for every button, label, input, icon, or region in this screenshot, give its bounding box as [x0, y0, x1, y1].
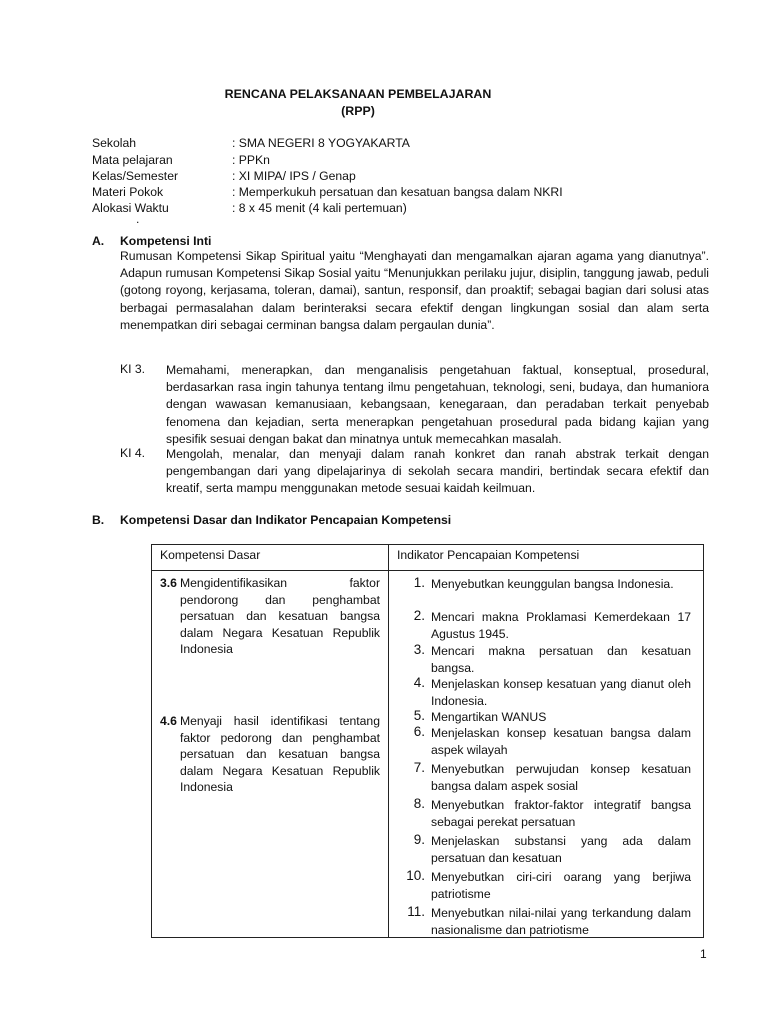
indicator-number: 6. — [413, 724, 425, 739]
identity-label: Alokasi Waktu — [92, 201, 169, 215]
identity-row-school — [92, 136, 692, 153]
kd-number: 4.6 — [160, 714, 177, 728]
indicator-number: 11. — [407, 904, 425, 919]
identity-row-subject — [92, 153, 692, 170]
indicator-number: 7. — [413, 760, 425, 775]
indicator-text: Mencari makna persatuan dan kesatuan bangsa. — [431, 644, 691, 675]
identity-value: : XI MIPA/ IPS / Genap — [232, 169, 356, 183]
indicator-number: 10. — [406, 868, 425, 883]
kd-item — [160, 575, 380, 658]
list-item — [401, 761, 691, 794]
identity-label: Mata pelajaran — [92, 153, 173, 167]
page-number: 1 — [700, 947, 707, 961]
table-row — [152, 571, 704, 938]
list-item — [401, 833, 691, 866]
ki-text: Memahami, menerapkan, dan menganalisis pengetahuan faktual, konseptual, prosedural, berdasarkan rasa ingin tahunya tentang ilmu pengetahuan, teknologi, seni, budaya, dan humaniora dengan wawasan kemanusiaan, kebangsaan, kenegaraan, dan peradaban terkait penyebab fenomena dan kejadian, serta menerapkan pengetahuan prosedural pada bidang kajian yang spesifik sesuai dengan bakat dan minatnya untuk memecahkan masalah. — [166, 363, 709, 446]
section-letter: B. — [92, 513, 105, 527]
indicator-text: Mencari makna Proklamasi Kemerdekaan 17 Agustus 1945. — [431, 610, 691, 641]
kd-item — [160, 713, 380, 796]
identity-value: : Memperkukuh persatuan dan kesatuan bangsa dalam NKRI — [232, 185, 563, 199]
kd-number: 3.6 — [160, 576, 177, 590]
ki-text: Mengolah, menalar, dan menyaji dalam ranah konkret dan ranah abstrak terkait dengan pengembangan dari yang dipelajarinya di sekolah secara mandiri, bertindak secara efektif dan kreatif, serta mampu menggunakan metode sesuai kaidah keilmuan. — [166, 447, 709, 496]
identity-label: Sekolah — [92, 136, 137, 150]
list-item — [401, 869, 691, 902]
section-title: Kompetensi Dasar dan Indikator Pencapaian Kompetensi — [120, 513, 452, 527]
identity-value: : 8 x 45 menit (4 kali pertemuan) — [232, 201, 407, 215]
list-item — [401, 609, 691, 642]
identity-row-topic — [92, 185, 692, 202]
identity-label: Materi Pokok — [92, 185, 164, 199]
kd-table — [151, 544, 704, 938]
identity-row-time — [92, 201, 692, 218]
identity-label: Kelas/Semester — [92, 169, 179, 183]
indicator-cell — [389, 571, 704, 938]
indicator-number: 2. — [413, 608, 425, 623]
indicator-text: Menyebutkan fraktor-faktor integratif bangsa sebagai perekat persatuan — [431, 798, 691, 829]
identity-value: : SMA NEGERI 8 YOGYAKARTA — [232, 136, 410, 150]
indicator-text: Menjelaskan konsep kesatuan yang dianut oleh Indonesia. — [431, 677, 691, 708]
indicator-text: Mengartikan WANUS — [431, 710, 547, 724]
list-item — [401, 905, 691, 938]
identity-row-class — [92, 169, 692, 186]
list-item — [401, 676, 691, 709]
indicator-number: 3. — [413, 642, 425, 657]
kd-text: Menyaji hasil identifikasi tentang faktor pedorong dan penghambat persatuan dan kesatuan bangsa dalam Negara Kesatuan Republik Indonesia — [180, 714, 380, 794]
section-title: Kompetensi Inti — [120, 234, 212, 248]
list-item — [401, 797, 691, 830]
document-subtitle: (RPP) — [341, 104, 375, 118]
identity-value: : PPKn — [232, 153, 270, 167]
table-header-indicator: Indikator Pencapaian Kompetensi — [389, 545, 704, 571]
indicator-number: 5. — [413, 708, 425, 723]
table-header-row — [152, 545, 704, 571]
ki-code: KI 4. — [120, 446, 146, 460]
indicator-text: Menyebutkan perwujudan konsep kesatuan bangsa dalam aspek sosial — [431, 762, 691, 793]
kd-cell — [152, 571, 389, 938]
indicator-text: Menyebutkan ciri-ciri oarang yang berjiwa patriotisme — [431, 870, 691, 901]
indicator-number: 9. — [413, 832, 425, 847]
table-header-kd: Kompetensi Dasar — [152, 545, 389, 571]
list-item — [401, 643, 691, 676]
list-item — [401, 725, 691, 758]
kd-text: Mengidentifikasikan faktor pendorong dan penghambat persatuan dan kesatuan bangsa dalam Negara Kesatuan Republik Indonesia — [180, 576, 380, 656]
list-item — [401, 576, 691, 593]
list-item — [401, 709, 691, 726]
section-letter: A. — [92, 234, 105, 248]
indicator-number: 1. — [413, 575, 425, 590]
stray-dot: . — [136, 212, 140, 226]
indicator-text: Menjelaskan konsep kesatuan bangsa dalam aspek wilayah — [431, 726, 691, 757]
indicator-number: 4. — [413, 675, 425, 690]
indicator-text: Menyebutkan nilai-nilai yang terkandung dalam nasionalisme dan patriotisme — [431, 906, 691, 937]
indicator-list — [389, 571, 703, 937]
indicator-text: Menyebutkan keunggulan bangsa Indonesia. — [431, 577, 674, 591]
indicator-text: Menjelaskan substansi yang ada dalam persatuan dan kesatuan — [431, 834, 691, 865]
sikap-paragraph: Rumusan Kompetensi Sikap Spiritual yaitu “Menghayati dan mengamalkan ajaran agama yang dianutnya”. Adapun rumusan Kompetensi Sikap Sosial yaitu “Menunjukkan perilaku jujur, disiplin, tanggung jawab, peduli (gotong royong, kerjasama, toleran, damai), santun, responsif, dan proaktif; sebagai bagian dari solusi atas berbagai permasalahan dalam berinteraksi secara efektif dengan lingkungan sosial dan alam serta menempatkan diri sebagai cerminan bangsa dalam pergaulan dunia”. — [120, 249, 709, 332]
indicator-number: 8. — [413, 796, 425, 811]
ki-code: KI 3. — [120, 362, 146, 376]
document-title: RENCANA PELAKSANAAN PEMBELAJARAN — [224, 87, 492, 101]
